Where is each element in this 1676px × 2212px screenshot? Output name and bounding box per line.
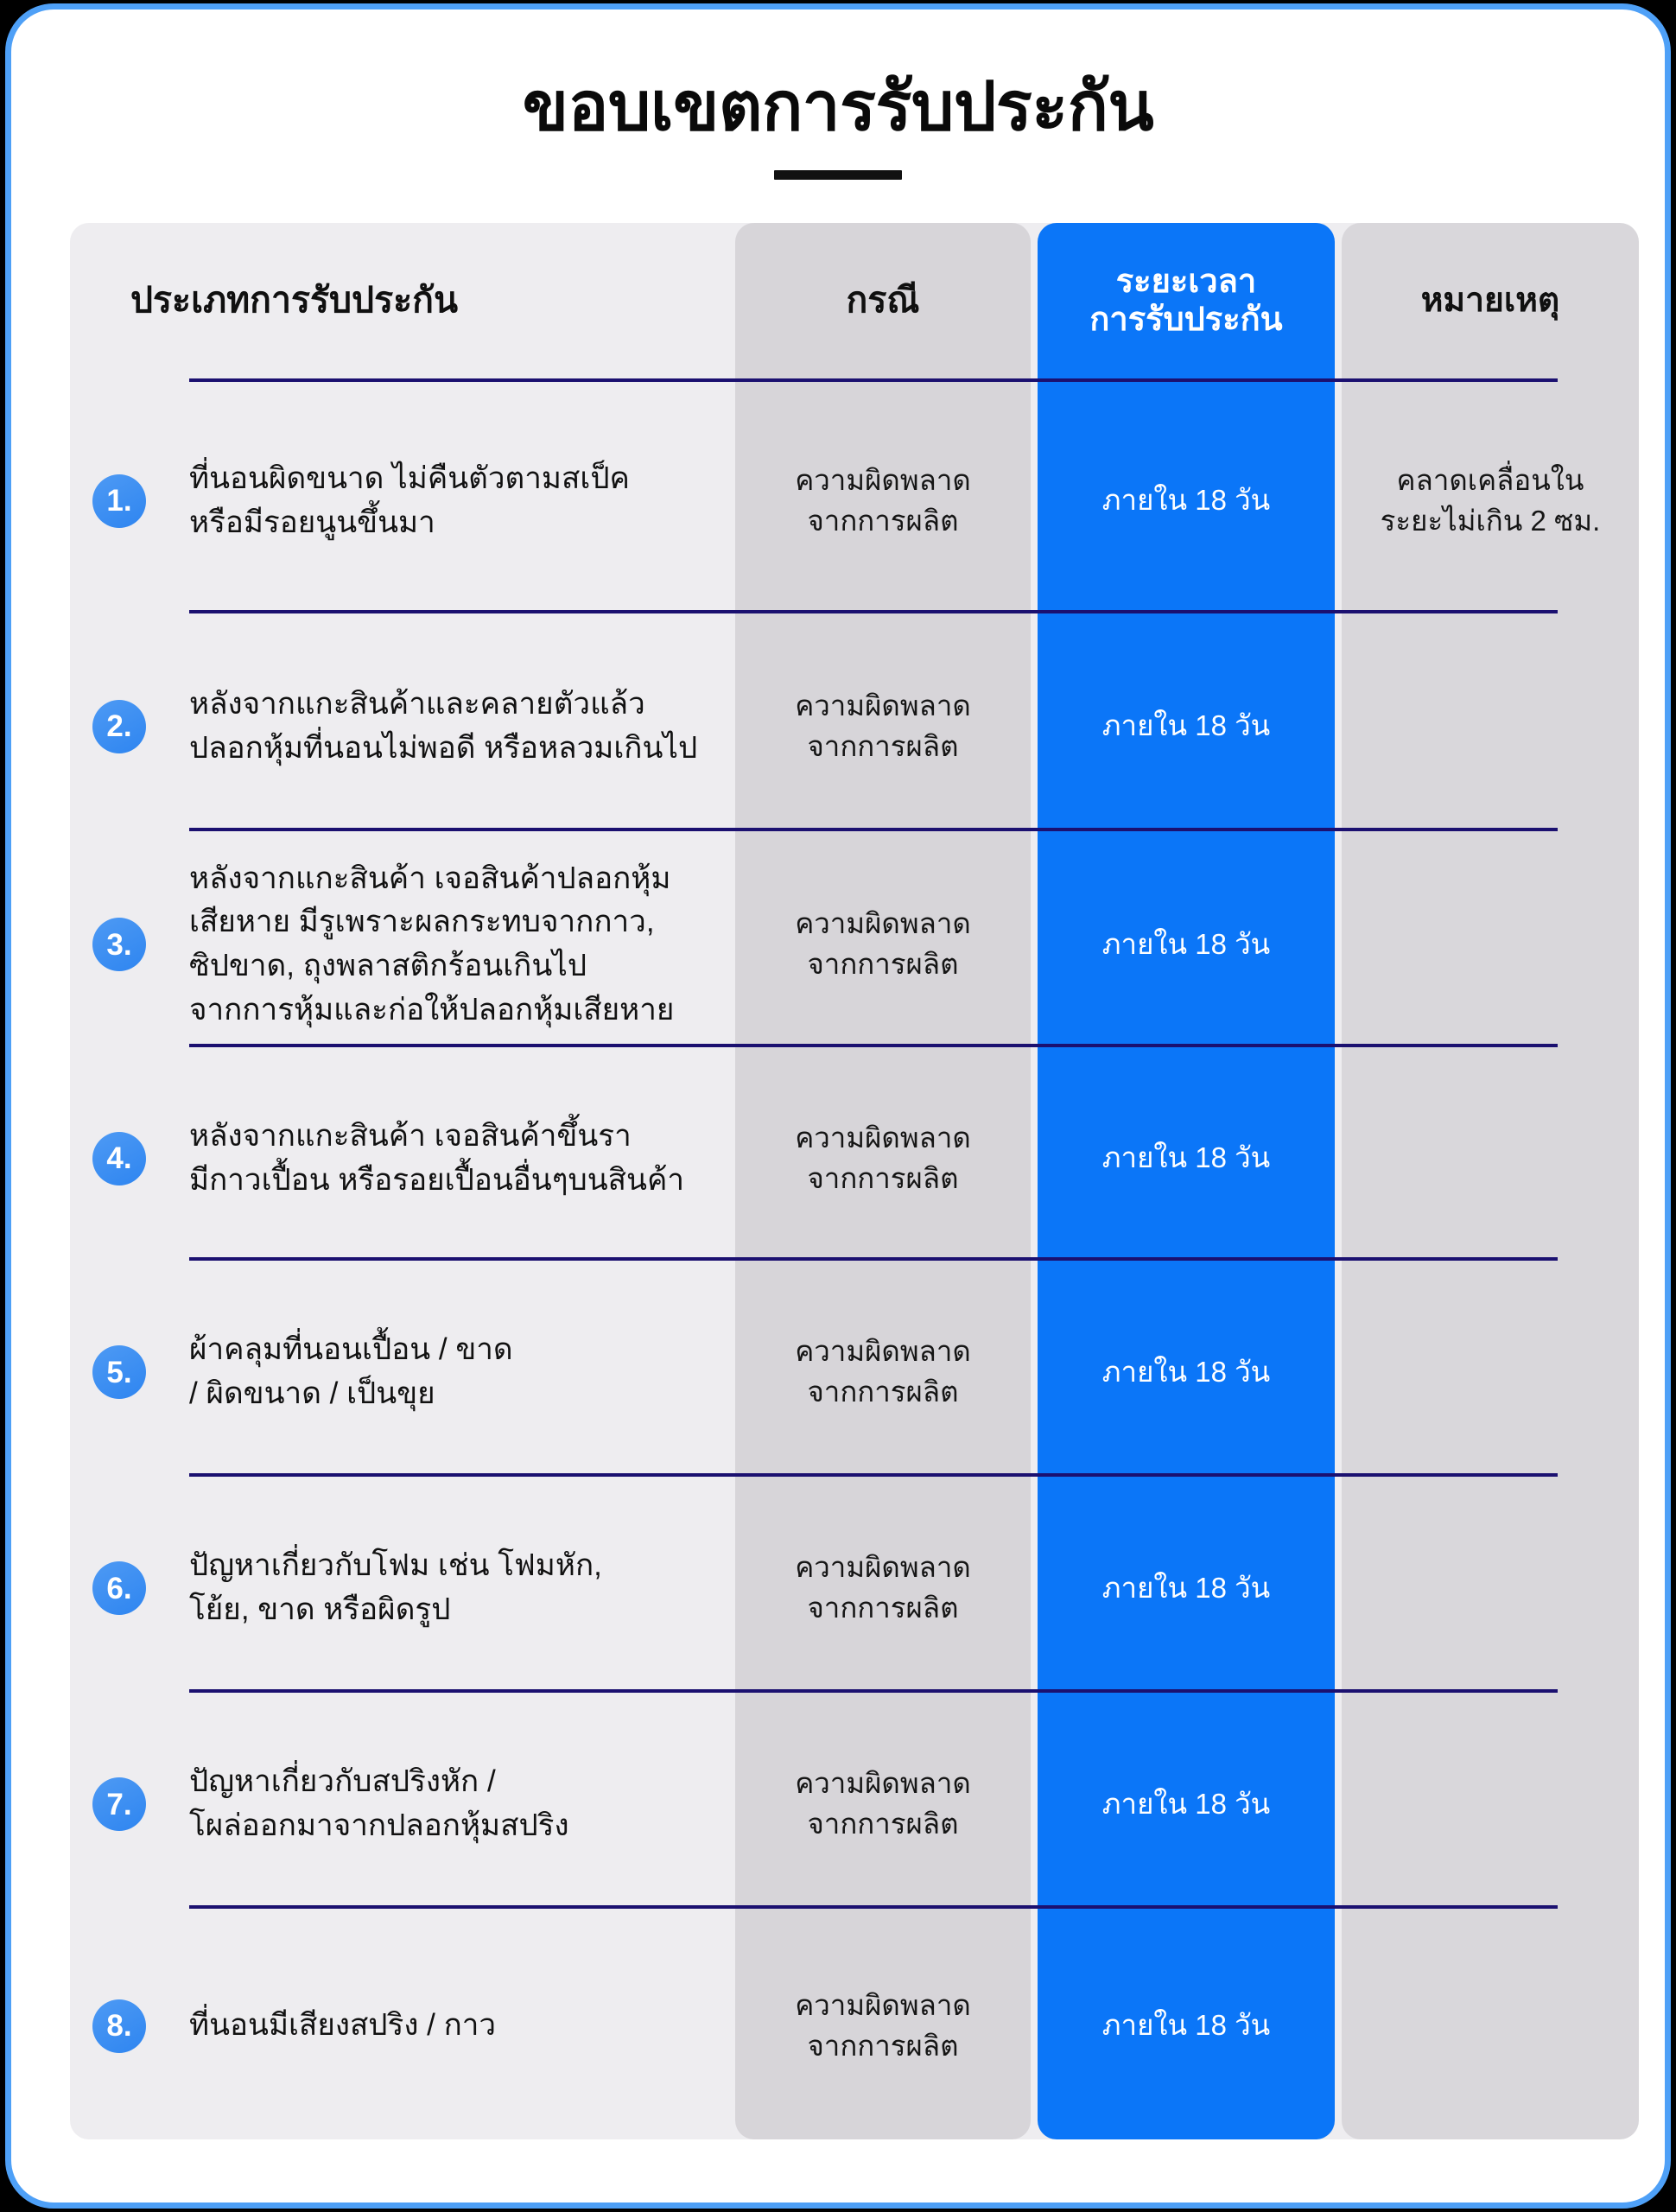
cell-type-line: ปัญหาเกี่ยวกับโฟม เช่น โฟมหัก, — [189, 1548, 602, 1583]
cell-period — [1038, 1696, 1335, 1912]
cell-note — [1342, 385, 1639, 616]
cell-type-line: หลังจากแกะสินค้าและคลายตัวแล้ว — [189, 686, 645, 721]
cell-period-line: ภายใน 18 วัน — [1101, 1787, 1271, 1820]
header-divider — [189, 378, 1558, 382]
cell-case-line: ความผิดพลาด — [795, 907, 971, 940]
cell-type-line: ปลอกหุ้มที่นอนไม่พอดี หรือหลวมเกินไป — [189, 730, 698, 765]
cell-case-line: ความผิดพลาด — [795, 1121, 971, 1154]
header-cell-case: กรณี — [846, 280, 920, 321]
cell-case-line: จากการผลิต — [807, 1376, 959, 1408]
header-cell-note: หมายเหตุ — [1420, 282, 1560, 320]
cell-period — [1038, 616, 1335, 836]
cell-period-line: ภายใน 18 วัน — [1101, 709, 1271, 742]
row-number-badge: 5. — [92, 1345, 146, 1399]
cell-type-line: ผ้าคลุมที่นอนเปื้อน / ขาด — [189, 1332, 513, 1367]
cell-period-line: ภายใน 18 วัน — [1101, 2009, 1271, 2042]
cell-case-line: จากการผลิต — [807, 2029, 959, 2062]
cell-case — [735, 836, 1031, 1052]
row-number-badge: 8. — [92, 1999, 146, 2053]
cell-case — [735, 1052, 1031, 1264]
cell-type-line: โย้ย, ขาด หรือผิดรูป — [189, 1592, 451, 1626]
cell-case-line: จากการผลิต — [807, 1592, 959, 1624]
poster-card — [5, 3, 1671, 2209]
cell-type — [189, 616, 725, 836]
cell-type-line: หลังจากแกะสินค้า เจอสินค้าขึ้นรา — [189, 1118, 632, 1153]
cell-case — [735, 1696, 1031, 1912]
cell-type-line: / ผิดขนาด / เป็นขุย — [189, 1376, 435, 1410]
cell-case-line: ความผิดพลาด — [795, 1551, 971, 1584]
row-number-badge: 1. — [92, 474, 146, 528]
cell-type — [189, 1052, 725, 1264]
cell-period — [1038, 1480, 1335, 1696]
title-underline-rule — [774, 170, 902, 180]
cell-type — [189, 1912, 725, 2139]
cell-type-line: เสียหาย มีรูเพราะผลกระทบจากกาว, — [189, 905, 655, 939]
cell-note-line: คลาดเคลื่อนใน — [1396, 463, 1584, 496]
cell-case-line: ความผิดพลาด — [795, 689, 971, 721]
cell-type-line: ปัญหาเกี่ยวกับสปริงหัก / — [189, 1764, 496, 1799]
cell-type — [189, 1696, 725, 1912]
cell-case-line: จากการผลิต — [807, 1808, 959, 1840]
cell-type — [189, 1264, 725, 1480]
cell-type-line: โผล่ออกมาจากปลอกหุ้มสปริง — [189, 1808, 569, 1842]
cell-period — [1038, 1912, 1335, 2139]
title-block — [11, 70, 1665, 180]
cell-type-line: มีกาวเปื้อน หรือรอยเปื้อนอื่นๆบนสินค้า — [189, 1162, 685, 1197]
cell-case-line: ความผิดพลาด — [795, 1988, 971, 2021]
cell-period — [1038, 385, 1335, 616]
cell-case-line: จากการผลิต — [807, 948, 959, 980]
cell-case — [735, 1912, 1031, 2139]
cell-period-line: ภายใน 18 วัน — [1101, 927, 1271, 960]
cell-type — [189, 1480, 725, 1696]
table-body — [70, 223, 1618, 2139]
cell-type-line: ที่นอนมีเสียงสปริง / กาว — [189, 2008, 497, 2043]
row-number-badge: 4. — [92, 1132, 146, 1185]
cell-type-line: จากการหุ้มและก่อให้ปลอกหุ้มเสียหาย — [189, 992, 675, 1027]
page-title: ขอบเขตการรับประกัน — [522, 68, 1154, 144]
cell-type — [189, 385, 725, 616]
cell-period — [1038, 1052, 1335, 1264]
cell-period-line: ภายใน 18 วัน — [1101, 484, 1271, 517]
cell-case-line: ความผิดพลาด — [795, 1767, 971, 1800]
cell-case — [735, 385, 1031, 616]
cell-case — [735, 1264, 1031, 1480]
header-period-line1: ระยะเวลา — [1115, 263, 1257, 300]
warranty-table — [70, 223, 1618, 2139]
header-period-line2: การรับประกัน — [1089, 302, 1283, 338]
cell-period-line: ภายใน 18 วัน — [1101, 1571, 1271, 1604]
cell-type-line: ซิปขาด, ถุงพลาสติกร้อนเกินไป — [189, 949, 587, 982]
cell-case — [735, 616, 1031, 836]
row-number-badge: 3. — [92, 918, 146, 971]
cell-case-line: ความผิดพลาด — [795, 1335, 971, 1368]
cell-type-line: หลังจากแกะสินค้า เจอสินค้าปลอกหุ้ม — [189, 861, 671, 895]
row-number-badge: 6. — [92, 1561, 146, 1615]
header-cell-type: ประเภทการรับประกัน — [130, 280, 458, 321]
row-number-badge: 7. — [92, 1777, 146, 1831]
cell-case-line: จากการผลิต — [807, 1161, 959, 1194]
cell-period — [1038, 836, 1335, 1052]
cell-note-line: ระยะไม่เกิน 2 ซม. — [1380, 504, 1601, 537]
cell-case-line: ความผิดพลาด — [795, 463, 971, 496]
cell-type-line: ที่นอนผิดขนาด ไม่คืนตัวตามสเป็ค — [189, 461, 630, 495]
cell-case-line: จากการผลิต — [807, 729, 959, 762]
cell-period — [1038, 1264, 1335, 1480]
cell-type-line: หรือมีรอยนูนขึ้นมา — [189, 505, 435, 539]
cell-type — [189, 836, 725, 1052]
row-number-badge: 2. — [92, 700, 146, 753]
cell-case — [735, 1480, 1031, 1696]
cell-period-line: ภายใน 18 วัน — [1101, 1141, 1271, 1174]
cell-case-line: จากการผลิต — [807, 504, 959, 537]
cell-period-line: ภายใน 18 วัน — [1101, 1355, 1271, 1388]
